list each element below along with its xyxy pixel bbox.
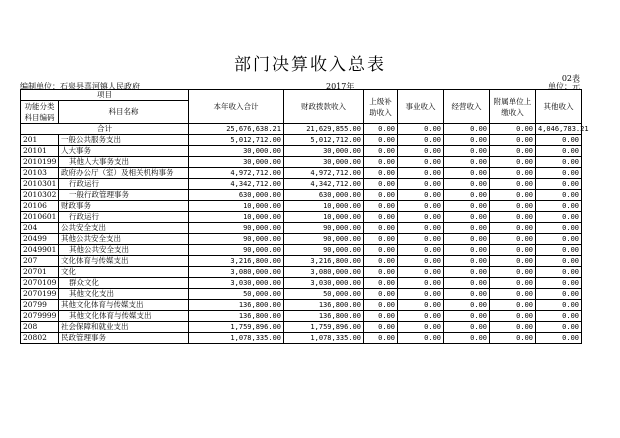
cell-affiliated: 0.00: [490, 201, 536, 212]
cell-total: 136,800.00: [189, 311, 284, 322]
cell-operating: 0.00: [444, 201, 490, 212]
cell-business: 0.00: [398, 135, 444, 146]
cell-name: 行政运行: [59, 212, 189, 223]
cell-other: 0.00: [536, 300, 582, 311]
cell-operating: 0.00: [444, 322, 490, 333]
cell-code: 2070199: [21, 289, 59, 300]
page-title: 部门决算收入总表: [234, 55, 386, 75]
cell-business: 0.00: [398, 311, 444, 322]
table-row: [21, 212, 582, 223]
table-row: [21, 311, 582, 322]
header-business: 事业收入: [398, 90, 444, 124]
cell-fiscal: 50,000.00: [284, 289, 364, 300]
cell-fiscal: 3,080,000.00: [284, 267, 364, 278]
cell-superior: 0.00: [364, 212, 398, 223]
table-row: [21, 267, 582, 278]
cell-other: 0.00: [536, 135, 582, 146]
table-row: [21, 146, 582, 157]
table-row: [21, 190, 582, 201]
cell-affiliated: 0.00: [490, 333, 536, 344]
cell-fiscal: 136,800.00: [284, 311, 364, 322]
cell-operating: 0.00: [444, 146, 490, 157]
table-row: [21, 135, 582, 146]
cell-business: 0.00: [398, 289, 444, 300]
cell-fiscal: 90,000.00: [284, 234, 364, 245]
cell-name: 其他文化体育与传媒支出: [59, 300, 189, 311]
cell-other: 0.00: [536, 223, 582, 234]
cell-operating: 0.00: [444, 179, 490, 190]
year-label: 2017年: [326, 82, 355, 91]
cell-business: 0.00: [398, 190, 444, 201]
cell-fiscal: 4,342,712.00: [284, 179, 364, 190]
cell-code: 2079999: [21, 311, 59, 322]
table-row: [21, 168, 582, 179]
total-row: [21, 124, 582, 135]
cell-total: 10,000.00: [189, 212, 284, 223]
cell-name: 其他公共安全支出: [59, 234, 189, 245]
cell-total: 4,342,712.00: [189, 179, 284, 190]
cell-code: 2010199: [21, 157, 59, 168]
table-row: [21, 300, 582, 311]
header-fiscal: 财政拨款收入: [284, 90, 364, 124]
cell-name: 文化: [59, 267, 189, 278]
cell-superior: 0.00: [364, 322, 398, 333]
cell-affiliated: 0.00: [490, 135, 536, 146]
header-code: 功能分类科目编码: [21, 101, 59, 124]
cell-business: 0.00: [398, 300, 444, 311]
cell-name: 公共安全支出: [59, 223, 189, 234]
cell-superior: 0.00: [364, 311, 398, 322]
cell-affiliated: 0.00: [490, 179, 536, 190]
table-row: [21, 234, 582, 245]
cell-affiliated: 0.00: [490, 300, 536, 311]
cell-other: 0.00: [536, 311, 582, 322]
cell-superior: 0.00: [364, 135, 398, 146]
cell-name: 一般公共服务支出: [59, 135, 189, 146]
cell-operating: 0.00: [444, 256, 490, 267]
cell-fiscal: 5,012,712.00: [284, 135, 364, 146]
cell-name: 文化体育与传媒支出: [59, 256, 189, 267]
cell-superior: 0.00: [364, 256, 398, 267]
cell-name: 群众文化: [59, 278, 189, 289]
cell-fiscal: 90,000.00: [284, 245, 364, 256]
header-operating: 经营收入: [444, 90, 490, 124]
unit-label: 编制单位：石泉县喜河镇人民政府: [20, 82, 140, 91]
cell-superior: 0.00: [364, 157, 398, 168]
cell-business: 0.00: [398, 223, 444, 234]
cell-superior: 0.00: [364, 278, 398, 289]
cell-affiliated: 0.00: [490, 146, 536, 157]
cell-other: 0.00: [536, 267, 582, 278]
cell-fiscal: 30,000.00: [284, 146, 364, 157]
cell-business: 0.00: [398, 168, 444, 179]
cell-fiscal: 136,800.00: [284, 300, 364, 311]
cell-other: 0.00: [536, 157, 582, 168]
cell-other: 0.00: [536, 234, 582, 245]
cell-superior: 0.00: [364, 267, 398, 278]
cell-operating: 0.00: [444, 267, 490, 278]
cell-code: 2010302: [21, 190, 59, 201]
cell-total: 1,759,896.00: [189, 322, 284, 333]
cell-code: 2049901: [21, 245, 59, 256]
cell-name: 财政事务: [59, 201, 189, 212]
cell-superior: 0.00: [364, 223, 398, 234]
cell-code: 20799: [21, 300, 59, 311]
cell-total: 3,080,000.00: [189, 267, 284, 278]
cell-code: 20802: [21, 333, 59, 344]
cell-name: 政府办公厅（室）及相关机构事务: [59, 168, 189, 179]
cell-code: 2070109: [21, 278, 59, 289]
income-summary-table: [20, 89, 589, 344]
cell-name: 民政管理事务: [59, 333, 189, 344]
cell-operating: 0.00: [444, 311, 490, 322]
cell-affiliated: 0.00: [490, 311, 536, 322]
cell-name: 其他公共安全支出: [59, 245, 189, 256]
cell-code: 204: [21, 223, 59, 234]
cell-affiliated: 0.00: [490, 190, 536, 201]
cell-other: 0.00: [536, 256, 582, 267]
cell-affiliated: 0.00: [490, 168, 536, 179]
cell-superior: 0.00: [364, 179, 398, 190]
cell-total: 50,000.00: [189, 289, 284, 300]
cell-total: 10,000.00: [189, 201, 284, 212]
cell-total: 3,216,800.00: [189, 256, 284, 267]
cell-name: 人大事务: [59, 146, 189, 157]
cell-fiscal: 30,000.00: [284, 157, 364, 168]
cell-other: 0.00: [536, 168, 582, 179]
cell-affiliated: 0.00: [490, 256, 536, 267]
cell-operating: 0.00: [444, 300, 490, 311]
total-other: 4,046,783.21: [536, 124, 582, 135]
cell-fiscal: 1,078,335.00: [284, 333, 364, 344]
header-project: 项目: [21, 90, 189, 101]
cell-other: 0.00: [536, 212, 582, 223]
table-row: [21, 179, 582, 190]
cell-affiliated: 0.00: [490, 212, 536, 223]
cell-business: 0.00: [398, 234, 444, 245]
cell-fiscal: 3,216,800.00: [284, 256, 364, 267]
cell-business: 0.00: [398, 146, 444, 157]
cell-code: 2010601: [21, 212, 59, 223]
total-operating: 0.00: [444, 124, 490, 135]
cell-total: 30,000.00: [189, 157, 284, 168]
cell-operating: 0.00: [444, 278, 490, 289]
cell-superior: 0.00: [364, 146, 398, 157]
cell-fiscal: 3,030,000.00: [284, 278, 364, 289]
cell-name: 社会保障和就业支出: [59, 322, 189, 333]
total-fiscal: 21,629,855.00: [284, 124, 364, 135]
cell-name: 其他文化支出: [59, 289, 189, 300]
cell-operating: 0.00: [444, 289, 490, 300]
cell-total: 136,800.00: [189, 300, 284, 311]
cell-business: 0.00: [398, 179, 444, 190]
form-number: 02表: [561, 74, 580, 83]
table-row: [21, 256, 582, 267]
cell-total: 630,000.00: [189, 190, 284, 201]
cell-operating: 0.00: [444, 157, 490, 168]
cell-other: 0.00: [536, 333, 582, 344]
cell-name: 一般行政管理事务: [59, 190, 189, 201]
cell-superior: 0.00: [364, 289, 398, 300]
cell-other: 0.00: [536, 179, 582, 190]
total-affiliated: 0.00: [490, 124, 536, 135]
cell-operating: 0.00: [444, 168, 490, 179]
cell-superior: 0.00: [364, 245, 398, 256]
cell-fiscal: 10,000.00: [284, 201, 364, 212]
table-row: [21, 201, 582, 212]
cell-other: 0.00: [536, 245, 582, 256]
cell-business: 0.00: [398, 201, 444, 212]
header-name: 科目名称: [59, 101, 189, 124]
cell-business: 0.00: [398, 157, 444, 168]
cell-code: 20701: [21, 267, 59, 278]
table-row: [21, 333, 582, 344]
cell-other: 0.00: [536, 289, 582, 300]
cell-total: 90,000.00: [189, 223, 284, 234]
cell-code: 201: [21, 135, 59, 146]
total-superior: 0.00: [364, 124, 398, 135]
cell-code: 207: [21, 256, 59, 267]
cell-operating: 0.00: [444, 333, 490, 344]
total-label: 合计: [21, 124, 189, 135]
cell-business: 0.00: [398, 278, 444, 289]
cell-name: 其他人大事务支出: [59, 157, 189, 168]
cell-code: 20499: [21, 234, 59, 245]
cell-operating: 0.00: [444, 212, 490, 223]
cell-code: 2010301: [21, 179, 59, 190]
cell-total: 90,000.00: [189, 245, 284, 256]
header-total-income: 本年收入合计: [189, 90, 284, 124]
cell-code: 20101: [21, 146, 59, 157]
cell-affiliated: 0.00: [490, 289, 536, 300]
cell-operating: 0.00: [444, 190, 490, 201]
cell-superior: 0.00: [364, 190, 398, 201]
header-affiliated: 附属单位上缴收入: [490, 90, 536, 124]
cell-total: 30,000.00: [189, 146, 284, 157]
cell-code: 20103: [21, 168, 59, 179]
cell-operating: 0.00: [444, 234, 490, 245]
cell-other: 0.00: [536, 146, 582, 157]
table-row: [21, 245, 582, 256]
total-total: 25,676,638.21: [189, 124, 284, 135]
cell-business: 0.00: [398, 322, 444, 333]
cell-affiliated: 0.00: [490, 157, 536, 168]
cell-code: 208: [21, 322, 59, 333]
cell-total: 3,030,000.00: [189, 278, 284, 289]
table-row: [21, 278, 582, 289]
cell-affiliated: 0.00: [490, 223, 536, 234]
cell-business: 0.00: [398, 256, 444, 267]
cell-other: 0.00: [536, 278, 582, 289]
cell-business: 0.00: [398, 212, 444, 223]
cell-superior: 0.00: [364, 201, 398, 212]
cell-superior: 0.00: [364, 300, 398, 311]
cell-code: 20106: [21, 201, 59, 212]
cell-other: 0.00: [536, 190, 582, 201]
cell-name: 其他文化体育与传媒支出: [59, 311, 189, 322]
cell-fiscal: 10,000.00: [284, 212, 364, 223]
header-superior: 上级补助收入: [364, 90, 398, 124]
cell-operating: 0.00: [444, 135, 490, 146]
cell-total: 90,000.00: [189, 234, 284, 245]
cell-affiliated: 0.00: [490, 234, 536, 245]
cell-other: 0.00: [536, 201, 582, 212]
currency-label: 单位：元: [548, 82, 580, 91]
cell-business: 0.00: [398, 245, 444, 256]
cell-fiscal: 90,000.00: [284, 223, 364, 234]
cell-fiscal: 630,000.00: [284, 190, 364, 201]
table-row: [21, 157, 582, 168]
header-other: 其他收入: [536, 90, 582, 124]
cell-affiliated: 0.00: [490, 278, 536, 289]
table-row: [21, 289, 582, 300]
cell-affiliated: 0.00: [490, 245, 536, 256]
cell-affiliated: 0.00: [490, 322, 536, 333]
total-business: 0.00: [398, 124, 444, 135]
cell-other: 0.00: [536, 322, 582, 333]
cell-superior: 0.00: [364, 234, 398, 245]
table-row: [21, 322, 582, 333]
cell-superior: 0.00: [364, 168, 398, 179]
cell-operating: 0.00: [444, 245, 490, 256]
cell-total: 1,078,335.00: [189, 333, 284, 344]
cell-total: 4,972,712.00: [189, 168, 284, 179]
cell-business: 0.00: [398, 267, 444, 278]
table-row: [21, 223, 582, 234]
cell-affiliated: 0.00: [490, 267, 536, 278]
cell-business: 0.00: [398, 333, 444, 344]
cell-operating: 0.00: [444, 223, 490, 234]
cell-fiscal: 4,972,712.00: [284, 168, 364, 179]
cell-fiscal: 1,759,896.00: [284, 322, 364, 333]
cell-superior: 0.00: [364, 333, 398, 344]
cell-total: 5,012,712.00: [189, 135, 284, 146]
cell-name: 行政运行: [59, 179, 189, 190]
